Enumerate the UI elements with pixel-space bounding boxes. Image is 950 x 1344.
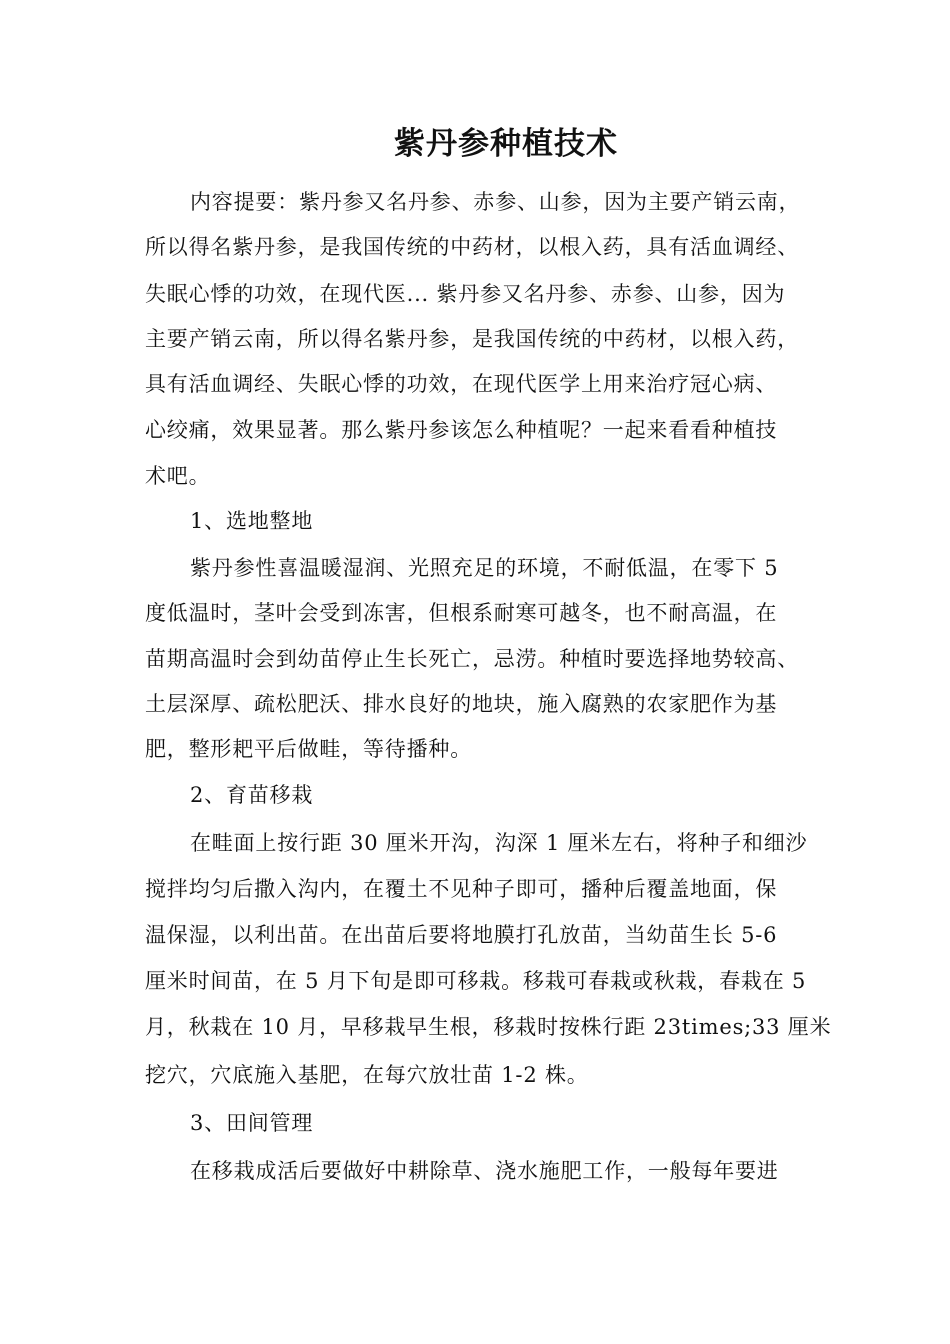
intro-line: 所以得名紫丹参，是我国传统的中药材，以根入药，具有活血调经、 [145,235,799,259]
intro-line: 主要产销云南，所以得名紫丹参，是我国传统的中药材，以根入药， [145,327,799,351]
section-2-line: 在畦面上按行距 30 厘米开沟，沟深 1 厘米左右，将种子和细沙 [190,831,808,855]
section-1-line: 土层深厚、疏松肥沃、排水良好的地块，施入腐熟的农家肥作为基 [145,692,778,716]
section-2-line: 月，秋栽在 10 月，早移栽早生根，移栽时按株行距 23times;33 厘米 [145,1015,832,1039]
intro-line: 具有活血调经、失眠心悸的功效，在现代医学上用来治疗冠心病、 [145,372,778,396]
section-1-line: 苗期高温时会到幼苗停止生长死亡，忌涝。种植时要选择地势较高、 [145,647,799,671]
section-2-line: 厘米时间苗，在 5 月下旬是即可移栽。移栽可春栽或秋栽，春栽在 5 [145,969,807,993]
section-heading-1: 1、选地整地 [190,509,314,533]
intro-line: 心绞痛，效果显著。那么紫丹参该怎么种植呢？一起来看看种植技 [145,418,778,442]
section-1-line: 紫丹参性喜温暖湿润、光照充足的环境，不耐低温，在零下 5 [190,556,779,580]
section-1-line: 肥，整形耙平后做畦，等待播种。 [145,737,472,761]
intro-line: 内容提要：紫丹参又名丹参、赤参、山参，因为主要产销云南， [190,190,801,214]
section-2-line: 挖穴，穴底施入基肥，在每穴放壮苗 1-2 株。 [145,1063,589,1087]
section-2-line: 温保湿，以利出苗。在出苗后要将地膜打孔放苗，当幼苗生长 5-6 [145,923,778,947]
section-3-line: 在移栽成活后要做好中耕除草、浇水施肥工作，一般每年要进 [190,1159,779,1183]
section-2-line: 搅拌均匀后撒入沟内，在覆土不见种子即可，播种后覆盖地面，保 [145,877,778,901]
intro-line: 失眠心悸的功效，在现代医... 紫丹参又名丹参、赤参、山参，因为 [145,282,786,306]
section-heading-2: 2、育苗移栽 [190,783,314,807]
section-heading-3: 3、田间管理 [190,1111,314,1135]
section-1-line: 度低温时，茎叶会受到冻害，但根系耐寒可越冬，也不耐高温，在 [145,601,778,625]
intro-line: 术吧。 [145,464,211,488]
document-title: 紫丹参种植技术 [394,126,618,162]
